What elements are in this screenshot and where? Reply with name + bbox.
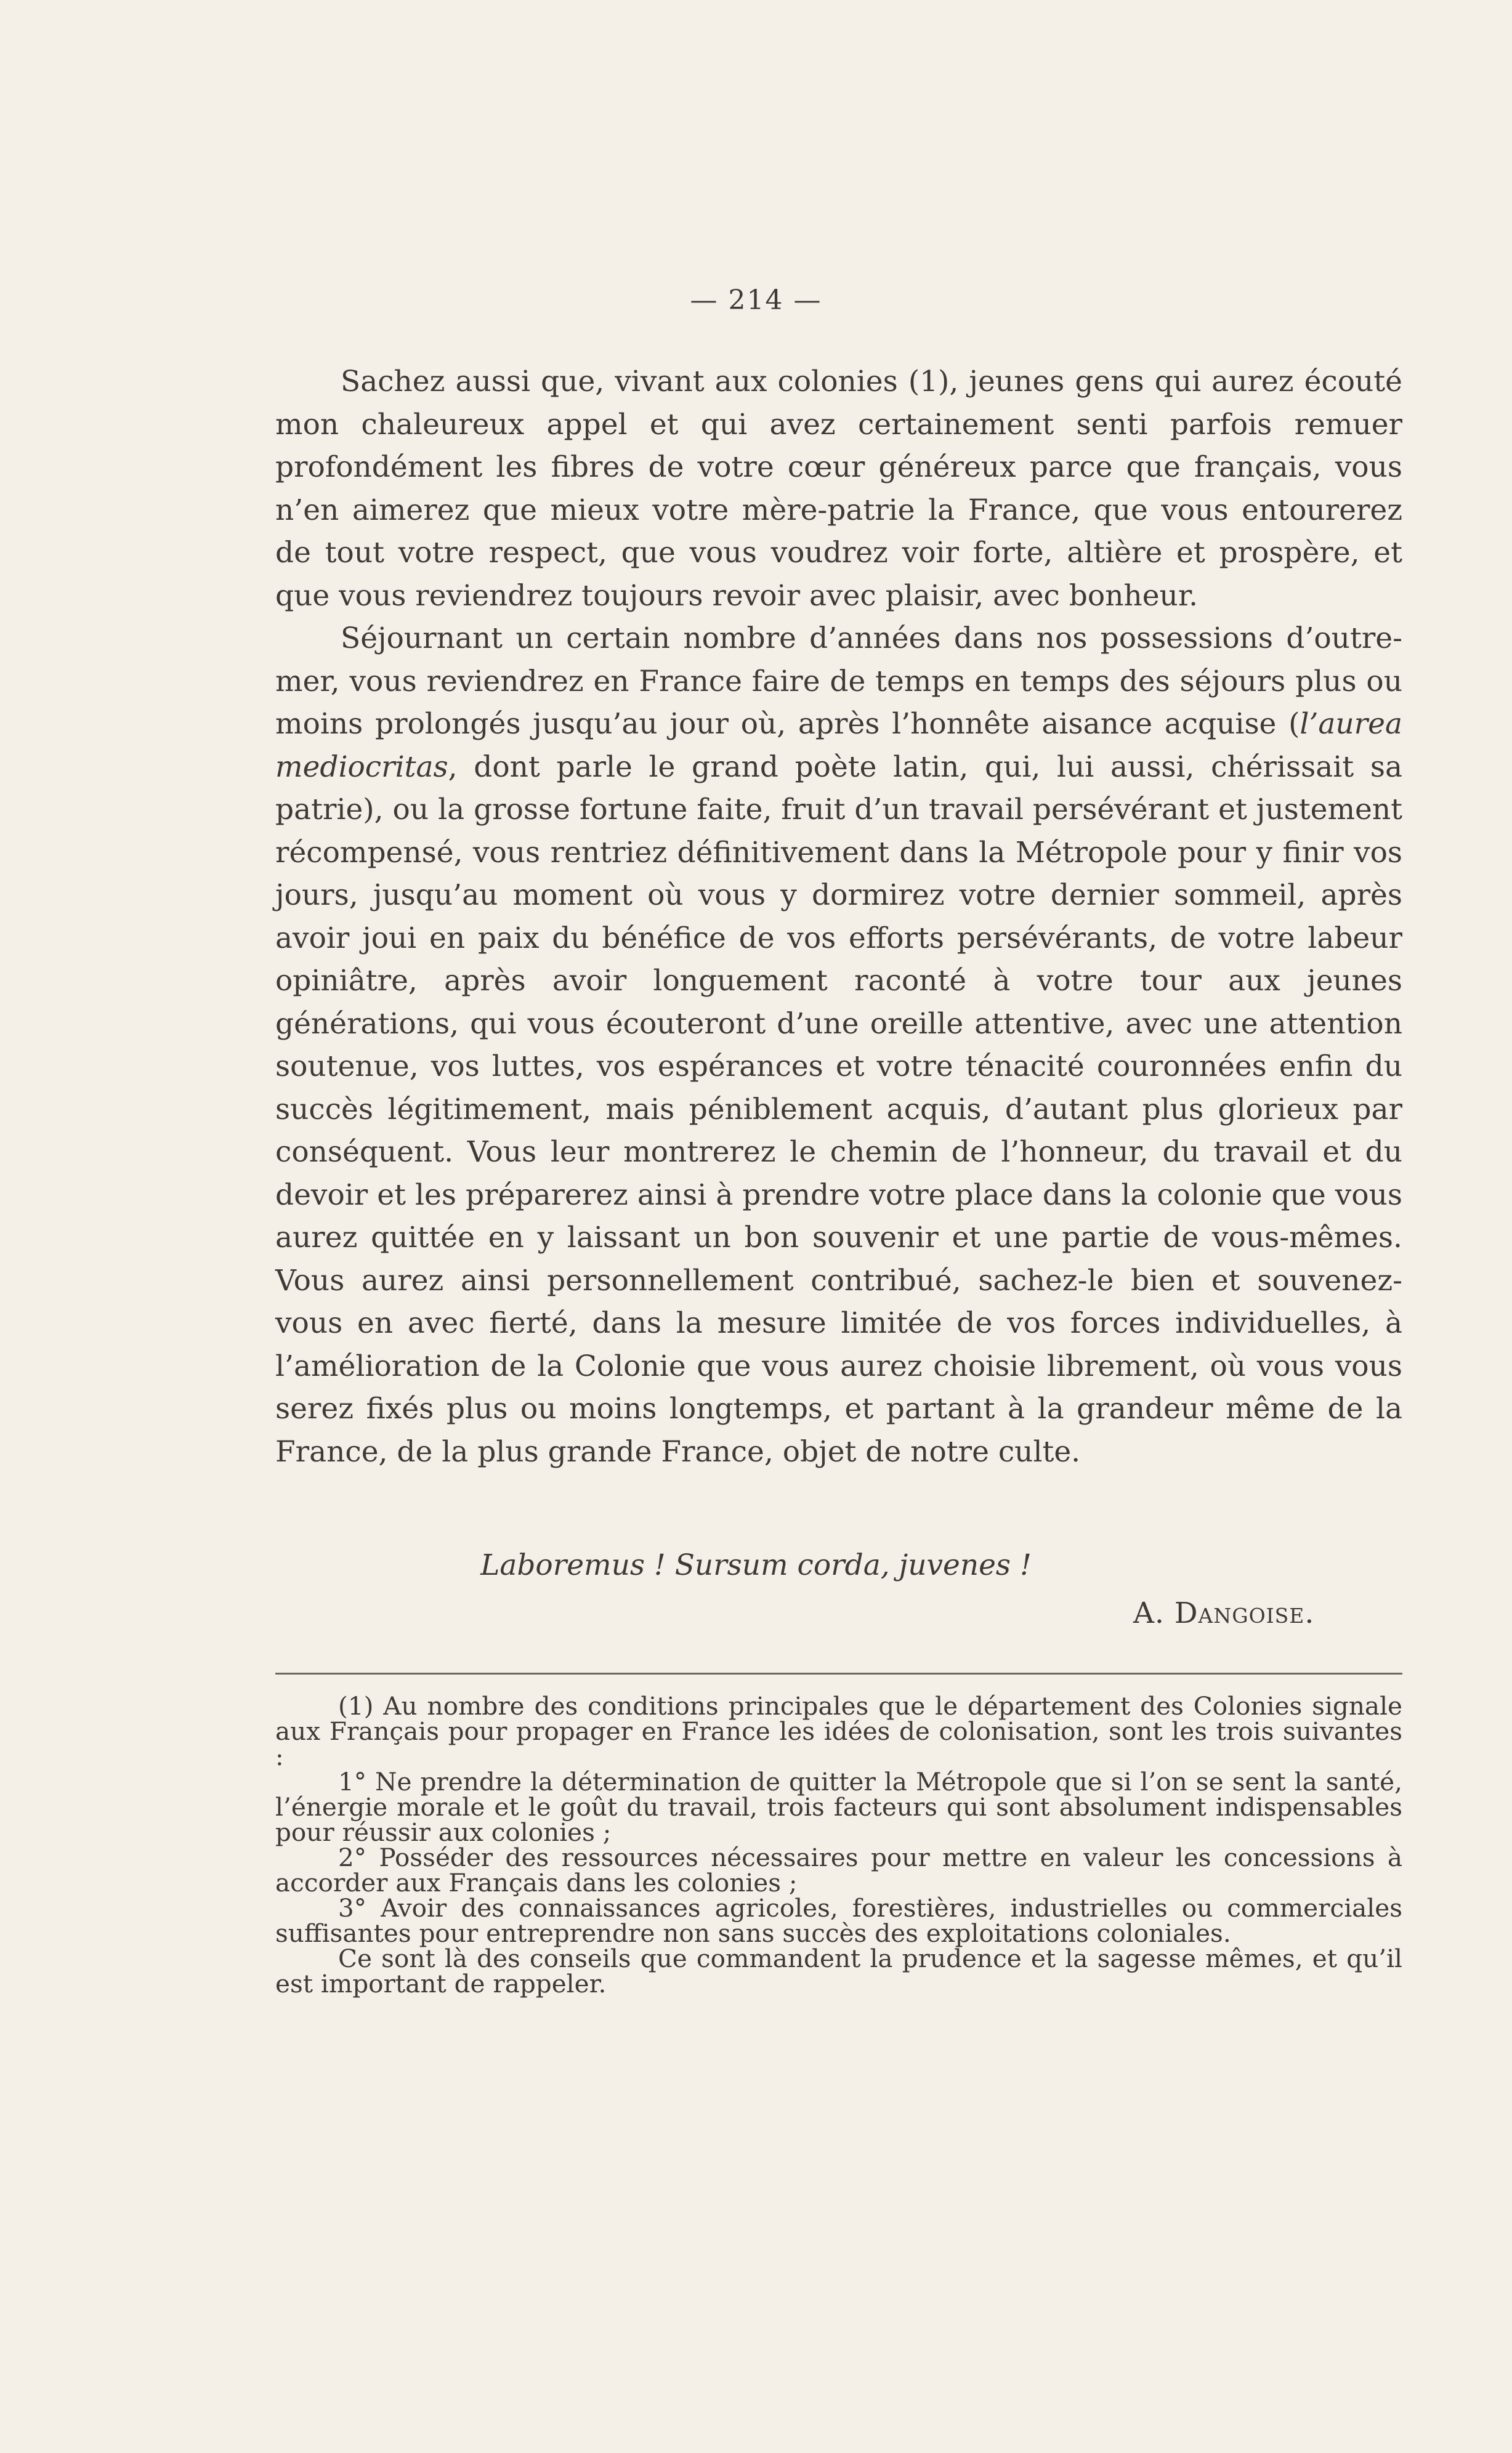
paragraph-2 <box>275 617 1402 1473</box>
paragraph-2-start: Séjournant un certain nombre d’années dans nos possessions d’outre-mer, vous reviendrez en France faire de temps en temps des séjours plus ou moins prolongés jusqu’au jour où, après l’honnête aisance acquise ( <box>275 621 1402 741</box>
author-surname: angoise. <box>1198 1596 1315 1630</box>
footnote-item-2: 2° Posséder des ressources nécessaires pour mettre en valeur les concessions à accorder aux Français dans les colonies ; <box>275 1843 1402 1897</box>
author-signature <box>1133 1592 1314 1635</box>
footnote-item-1: 1° Ne prendre la détermination de quitter la Métropole que si l’on se sent la santé, l’énergie morale et le goût du travail, trois facteurs qui sont absolument indispensables pour réussir aux colonies ; <box>275 1767 1402 1847</box>
footnote-divider <box>275 1673 1402 1675</box>
main-text <box>275 360 1402 1473</box>
latin-motto: Laboremus ! Sursum corda, juvenes ! <box>480 1548 1032 1582</box>
footnote-intro: (1) Au nombre des conditions principales que le département des Colonies signale aux Français pour propager en France les idées de colonisation, sont les trois suivantes : <box>275 1691 1402 1771</box>
page-number: — 214 — <box>690 285 822 316</box>
latin-quote: l’aurea mediocritas <box>275 707 1402 784</box>
footnote-item-3: 3° Avoir des connaissances agricoles, forestières, industrielles ou commerciales suffisantes pour entreprendre non sans succès des exploitations coloniales. <box>275 1893 1402 1948</box>
author-initial: A. D <box>1133 1596 1199 1630</box>
paragraph-2-end: , dont parle le grand poète latin, qui, lui aussi, chérissait sa patrie), ou la grosse fortune faite, fruit d’un travail persévérant et justement récompensé, vous rentriez définitivement dans la Métropole pour y finir vos jours, jusqu’au moment où vous y dormirez votre dernier sommeil, après avoir joui en paix du bénéfice de vos efforts persévérants, de votre labeur opiniâtre, après avoir longuement raconté à votre tour aux jeunes générations, qui vous écouteront d’une oreille attentive, avec une attention soutenue, vos luttes, vos espérances et votre ténacité couronnées enfin du succès légitimement, mais péniblement acquis, d’autant plus glorieux par conséquent. Vous leur montrerez le chemin de l’honneur, du travail et du devoir et les préparerez ainsi à prendre votre place dans la colonie que vous aurez quittée en y laissant un bon souvenir et une partie de vous-mêmes. Vous aurez ainsi personnellement contribué, sachez-le bien et souvenez-vous en avec fierté, dans la mesure limitée de vos forces individuelles, à l’amélioration de la Colonie que vous aurez choisie librement, où vous vous serez fixés plus ou moins longtemps, et partant à la grandeur même de la France, de la plus grande France, objet de notre culte. <box>275 750 1402 1469</box>
paragraph-1: Sachez aussi que, vivant aux colonies (1), jeunes gens qui aurez écouté mon chaleureux appel et qui avez certainement senti parfois remuer profondément les fibres de votre cœur généreux parce que français, vous n’en aimerez que mieux votre mère-patrie la France, que vous entourerez de tout votre respect, que vous voudrez voir forte, altière et prospère, et que vous reviendrez toujours revoir avec plaisir, avec bonheur. <box>275 365 1402 613</box>
footnote-conclusion: Ce sont là des conseils que commandent la prudence et la sagesse mêmes, et qu’il est important de rappeler. <box>275 1944 1402 1998</box>
footnotes <box>275 1691 1402 1998</box>
